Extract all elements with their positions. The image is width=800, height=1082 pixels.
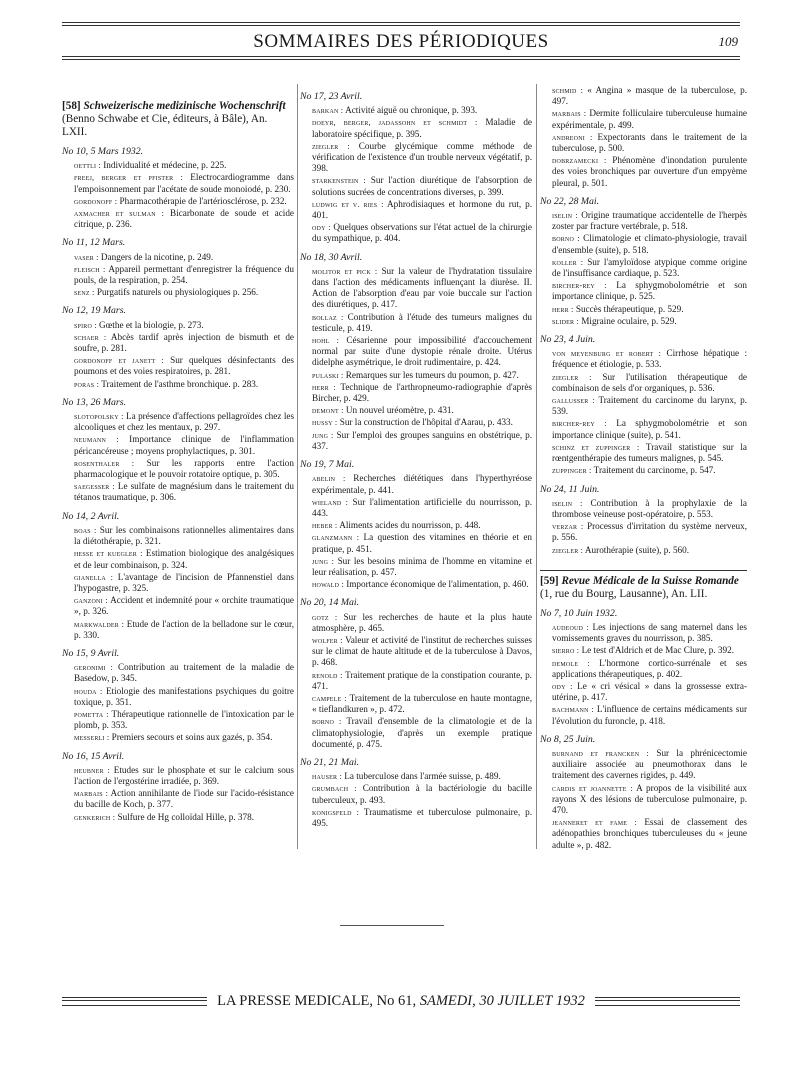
article-title: Importance économique de l'alimentation, p. 460. <box>346 579 529 590</box>
article-entry <box>540 465 747 476</box>
article-authors: jung : <box>312 556 335 566</box>
article-title: Sur l'action diurétique de l'absorption de solutions sucrées de concentrations diverses, p. 399. <box>312 175 533 197</box>
article-authors: pometta : <box>74 709 109 719</box>
article-title: « Angina » masque de la tuberculose, p. 497. <box>552 85 747 107</box>
article-entry <box>62 572 294 594</box>
article-authors: genkerich : <box>74 812 116 822</box>
article-authors: abelin : <box>312 474 346 484</box>
article-title: Individualité et médecine, p. 225. <box>103 160 227 171</box>
article-authors: doeyr, berger, jadassohn et schmidt : <box>312 118 478 128</box>
article-entry <box>62 525 294 547</box>
article-authors: jeanneret et fame : <box>552 818 637 828</box>
column-right <box>540 84 747 852</box>
issue-heading: No 22, 28 Mai. <box>540 195 600 207</box>
article-title: La sphygmobolométrie et son importance clinique, p. 525. <box>552 280 748 302</box>
article-authors: burnand et francken : <box>552 748 650 758</box>
end-rule <box>340 925 444 926</box>
footer-year: 1932 <box>555 992 585 1009</box>
article-entry <box>540 748 747 782</box>
article-entry <box>300 497 532 519</box>
issue-heading: No 7, 10 Juin 1932. <box>540 607 618 619</box>
article-title: Dangers de la nicotine, p. 249. <box>100 251 214 262</box>
article-authors: ziegler : <box>552 545 584 555</box>
article-title: Sur les combinaisons rationnelles alimentaires dans la diétothérapie, p. 321. <box>74 524 295 547</box>
issue-heading: No 14, 2 Avril. <box>62 510 120 522</box>
issue-heading: No 8, 25 Juin. <box>540 733 596 745</box>
article-title: Sur la phrénicectomie auxiliaire associée au pneumothorax dans le traitement des cavernes rigides, p. 449. <box>552 747 748 781</box>
article-entry <box>540 348 747 370</box>
article-entry <box>300 141 532 175</box>
article-authors: borno : <box>552 234 580 244</box>
article-authors: demole : <box>552 658 590 668</box>
article-entry <box>62 434 294 456</box>
article-entry <box>300 693 532 715</box>
article-entry <box>540 155 747 189</box>
article-title: Quelques observations sur l'état actuel de la chirurgie du sympathique, p. 404. <box>312 222 532 244</box>
article-authors: iselin : <box>552 498 583 508</box>
article-authors: herr : <box>312 382 336 392</box>
article-authors: gordonoff : <box>74 196 118 206</box>
article-entry <box>300 105 532 116</box>
section-heading <box>62 100 294 139</box>
article-title: Dermite folliculaire tuberculeuse humaine expérimentale, p. 499. <box>552 108 748 130</box>
article-entry <box>540 442 747 464</box>
article-title: Le test d'Aldrich et de Mac Clure, p. 392. <box>581 645 735 656</box>
header-rule-bottom <box>62 56 740 57</box>
article-title: Electrocardiogramme dans l'empoisonnement par l'acétate de soude monoiodé, p. 230. <box>74 172 294 194</box>
article-entry <box>62 732 294 743</box>
article-entry <box>62 619 294 641</box>
article-authors: koller : <box>552 257 584 267</box>
article-entry <box>540 85 747 107</box>
article-authors: geronimi : <box>74 663 114 673</box>
article-entry <box>300 370 532 381</box>
journal-publisher: (Benno Schwabe et Cie, éditeurs, à Bâle), An. LXII. <box>62 113 268 138</box>
article-authors: gordonoff et janett : <box>74 356 164 366</box>
article-entry <box>540 210 747 232</box>
article-authors: glanzmann : <box>312 533 360 543</box>
article-authors: borno : <box>312 717 342 727</box>
article-authors: boas : <box>74 525 97 535</box>
issue-heading: No 11, 12 Mars. <box>62 237 126 249</box>
article-title: Le sulfate de magnésium dans le traitement du tétanos traumatique, p. 306. <box>74 481 294 503</box>
article-entry <box>300 716 532 750</box>
article-authors: konigsfeld : <box>312 807 360 817</box>
article-authors: markwalder : <box>74 619 125 629</box>
footer <box>62 992 740 1010</box>
article-title: Travail statistique sur la rœntgenthérapie des tumeurs malignes, p. 545. <box>552 441 747 464</box>
article-entry <box>300 807 532 829</box>
issue-heading: No 20, 14 Mai. <box>300 597 360 609</box>
article-entry <box>300 405 532 416</box>
article-title: Phénomène d'inondation purulente des voies bronchiques par ouverture d'un empyème pleural, p. 501. <box>552 155 747 188</box>
article-title: Gœthe et la biologie, p. 273. <box>99 319 204 330</box>
article-title: Travail d'ensemble de la climatologie et de la climatophysiologie, d'après un exemple pratique documenté, p. 475. <box>312 716 532 749</box>
article-entry <box>62 788 294 810</box>
article-entry <box>62 379 294 390</box>
article-entry <box>62 160 294 171</box>
article-title: Un nouvel uréomètre, p. 431. <box>345 405 454 416</box>
article-authors: campele : <box>312 693 347 703</box>
article-entry <box>62 411 294 433</box>
article-title: Contribution à la prophylaxie de la thrombose veineuse post-opératoire, p. 553. <box>552 497 748 519</box>
article-title: Contribution à l'étude des tumeurs malignes du testicule, p. 419. <box>312 311 532 333</box>
article-title: Thérapeutique rationnelle de l'intoxication par le plomb, p. 353. <box>74 708 294 731</box>
article-authors: molitor et pick : <box>312 266 378 276</box>
article-authors: freej, berger et pfister : <box>74 173 183 183</box>
article-title: L'influence de certains médicaments sur l'évolution du furoncle, p. 418. <box>552 704 748 726</box>
issue-heading: No 12, 19 Mars. <box>62 305 126 317</box>
article-authors: ludwig et v. ries : <box>312 199 384 209</box>
article-title: Sur les rapports entre l'action pharmacologique et le pouvoir rotatoire optique, p. 305. <box>74 457 294 480</box>
article-title: Purgatifs naturels ou physiologiques p. 256. <box>96 287 259 298</box>
article-title: Activité aiguë ou chronique, p. 393. <box>345 105 478 116</box>
article-entry <box>300 771 532 782</box>
article-entry <box>540 316 747 327</box>
article-entry <box>300 312 532 334</box>
article-entry <box>540 783 747 817</box>
article-entry <box>300 222 532 244</box>
article-title: Le « cri vésical » dans la grossesse extra-utérine, p. 417. <box>552 680 748 703</box>
article-entry <box>300 430 532 452</box>
article-entry <box>300 783 532 805</box>
article-entry <box>300 175 532 197</box>
article-title: Aliments acides du nourrisson, p. 448. <box>339 520 481 531</box>
page-title: SOMMAIRES DES PÉRIODIQUES <box>253 31 549 52</box>
article-authors: saegesser : <box>74 482 115 492</box>
article-title: Bicarbonate de soude et acide citrique, p. 236. <box>74 208 294 230</box>
article-authors: demont : <box>312 406 344 416</box>
article-authors: zuppinger : <box>552 466 592 476</box>
article-title: Traitement de la tuberculose en haute montagne, « tieflandkuren », p. 472. <box>312 692 532 715</box>
article-entry <box>300 199 532 221</box>
article-authors: marbais : <box>74 789 109 799</box>
article-title: Maladie de laboratoire spécifique, p. 395. <box>312 117 532 139</box>
article-entry <box>62 595 294 617</box>
article-entry <box>540 817 747 851</box>
article-title: Expectorants dans le traitement de la tuberculose, p. 500. <box>552 131 747 154</box>
article-title: Sur l'amyloïdose atypique comme origine de l'insuffisance cardiaque, p. 523. <box>552 256 747 279</box>
article-title: Premiers secours et soins aux gazés, p. 354. <box>111 732 273 743</box>
article-entry <box>540 304 747 315</box>
article-authors: schinz et zuppinger : <box>552 442 640 452</box>
article-authors: herr : <box>552 304 574 314</box>
footer-journal: LA PRESSE MEDICALE, <box>217 992 374 1009</box>
article-authors: bircher-rey : <box>552 419 607 429</box>
article-authors: marbais : <box>552 109 587 119</box>
article-title: Traitement pratique de la constipation courante, p. 471. <box>312 669 532 691</box>
header-rule-top <box>62 22 740 23</box>
article-entry <box>540 681 747 703</box>
article-entry <box>62 709 294 731</box>
footer-day: SAMEDI, <box>419 992 476 1009</box>
issue-heading: No 10, 5 Mars 1932. <box>62 146 144 157</box>
article-entry <box>62 765 294 787</box>
journal-publisher: (1, rue du Bourg, Lausanne), An. LII. <box>540 587 708 600</box>
article-authors: bollaz : <box>312 312 344 322</box>
article-authors: schmid : <box>552 86 584 95</box>
article-entry <box>540 658 747 680</box>
article-title: A propos de la visibilité aux rayons X des lésions de tuberculose pulmonaire, p. 470. <box>552 782 747 815</box>
footer-date: 30 JUILLET <box>479 992 553 1009</box>
article-title: Origine traumatique accidentelle de l'herpès zoster par fracture vertébrale, p. 518. <box>552 210 748 232</box>
article-entry <box>62 458 294 480</box>
article-entry <box>62 172 294 194</box>
article-authors: gianella : <box>74 572 114 582</box>
issue-heading: No 24, 11 Juin. <box>540 483 600 495</box>
article-authors: verzar : <box>552 522 584 532</box>
article-entry <box>62 196 294 207</box>
article-entry <box>300 556 532 578</box>
issue-heading: No 23, 4 Juin. <box>540 334 596 346</box>
article-entry <box>62 481 294 503</box>
article-entry <box>300 335 532 369</box>
article-authors: ganzoni : <box>74 596 108 606</box>
article-title: Abcès tardif après injection de bismuth et de soufre, p. 281. <box>74 331 294 354</box>
article-title: Valeur et activité de l'institut de recherches suisses sur le climat de haute altitude et de la tuberculose à Davos, p. 468. <box>312 634 532 668</box>
article-authors: grumbach : <box>312 784 357 794</box>
article-title: Sur les besoins minima de l'homme en vitamine et leur réalisation, p. 457. <box>312 555 533 577</box>
article-entry <box>300 532 532 554</box>
article-authors: sierro : <box>552 646 580 656</box>
article-authors: ziegler : <box>312 141 350 151</box>
footer-rule-left <box>62 997 207 1006</box>
issue-heading: No 21, 21 Mai. <box>300 756 360 768</box>
article-entry <box>300 266 532 311</box>
article-authors: von meyenburg et robert : <box>552 349 662 359</box>
article-title: Processus d'irritation du système nerveux, p. 556. <box>552 521 748 543</box>
article-title: Cirrhose hépatique : fréquence et étiologie, p. 533. <box>552 348 747 370</box>
article-entry <box>540 418 747 440</box>
article-title: Contribution au traitement de la maladie de Basedow, p. 345. <box>74 662 294 684</box>
article-entry <box>540 498 747 520</box>
article-entry <box>62 287 294 298</box>
article-title: Appareil permettant d'enregistrer la fréquence du pouls, de la respiration, p. 254. <box>74 263 294 286</box>
journal-title: Schweizerische medizinische Wochenschrift <box>83 100 286 112</box>
article-authors: hauser : <box>312 772 342 782</box>
article-entry <box>300 670 532 692</box>
article-title: Sulfure de Hg colloïdal Hille, p. 378. <box>117 811 254 822</box>
article-entry <box>540 545 747 556</box>
article-entry <box>62 332 294 354</box>
article-title: Sur l'emploi des groupes sanguins en obstétrique, p. 437. <box>312 429 533 451</box>
article-title: Essai de classement des adénopathies bronchiques tuberculeuses du « jeune adulte », p. 482. <box>552 817 747 850</box>
article-entry <box>300 612 532 634</box>
article-title: Importance clinique de l'inflammation péricancéreuse ; moyens prophylactiques, p. 301. <box>74 434 294 456</box>
article-authors: fleisch : <box>74 264 106 274</box>
column-divider-1 <box>297 84 298 849</box>
article-entry <box>540 645 747 656</box>
article-title: Les injections de sang maternel dans les vomissements graves du nourrisson, p. 385. <box>552 621 747 644</box>
article-authors: cardis et joannette : <box>552 783 633 793</box>
article-authors: spiro : <box>74 320 97 330</box>
article-title: Sur l'alimentation artificielle du nourrisson, p. 443. <box>312 496 532 518</box>
article-title: Migraine oculaire, p. 529. <box>581 315 677 326</box>
article-entry <box>300 382 532 404</box>
section-number: [59] <box>540 574 559 587</box>
article-entry <box>540 372 747 394</box>
footer-rule-right <box>595 997 740 1006</box>
article-entry <box>540 257 747 279</box>
article-title: Succès thérapeutique, p. 529. <box>575 303 684 314</box>
header-rule-top-2 <box>62 25 740 26</box>
article-authors: barkan : <box>312 106 344 116</box>
article-title: Sur l'utilisation thérapeutique de combinaison de sels d'or organiques, p. 536. <box>552 371 748 393</box>
article-authors: poras : <box>74 379 100 389</box>
article-title: Pharmacothérapie de l'artériosclérose, p. 232. <box>119 195 287 206</box>
journal-title: Revue Médicale de la Suisse Romande <box>561 574 739 587</box>
article-title: La question des vitamines en théorie et en pratique, p. 451. <box>312 532 533 554</box>
article-title: L'hormone cortico-surrénale et ses applications thérapeutiques, p. 402. <box>552 657 747 679</box>
article-authors: schaer : <box>74 332 107 342</box>
article-authors: pulaski : <box>312 370 344 380</box>
article-authors: wolfer : <box>312 635 343 645</box>
article-entry <box>300 417 532 428</box>
article-entry <box>300 635 532 669</box>
article-entry <box>540 521 747 543</box>
article-authors: gallusser : <box>552 396 595 406</box>
article-entry <box>540 132 747 154</box>
column-divider-2 <box>536 84 537 849</box>
issue-heading: No 18, 30 Avril. <box>300 251 363 263</box>
article-authors: heber : <box>312 521 338 531</box>
article-title: La sphygmobolométrie et son importance clinique (suite), p. 541. <box>552 418 748 440</box>
article-title: Remarques sur les tumeurs du poumon, p. 427. <box>345 369 519 380</box>
article-title: Césarienne pour impossibilité d'accouchement normal par suite d'une dystopie rénale droite. Utérus didelphe asymétrique, le droit rudimentaire, p. 424. <box>312 335 533 368</box>
column-middle <box>300 84 532 830</box>
article-authors: iselin : <box>552 211 578 221</box>
article-title: Etiologie des manifestations psychiques du goitre toxique, p. 351. <box>74 685 294 707</box>
article-authors: audeoud : <box>552 622 589 632</box>
article-authors: oettli : <box>74 161 101 171</box>
footer-number: No 61, <box>376 992 417 1009</box>
article-entry <box>62 252 294 263</box>
article-authors: hohl : <box>312 336 340 346</box>
article-entry <box>62 208 294 230</box>
article-entry <box>300 579 532 590</box>
issue-heading: No 15, 9 Avril. <box>62 647 120 659</box>
article-entry <box>540 108 747 130</box>
article-entry <box>62 320 294 331</box>
article-authors: hesse et kuegler : <box>74 549 143 559</box>
article-title: Accident et indemnité pour « orchite traumatique », p. 326. <box>74 595 294 617</box>
article-title: Sur les recherches de haute et la plus haute atmosphère, p. 465. <box>312 611 532 633</box>
article-title: Traitement de l'asthme bronchique. p. 283. <box>101 378 259 389</box>
column-left <box>62 98 294 824</box>
section-separator <box>540 570 747 571</box>
article-title: Sur quelques désinfectants des poumons et des voies respiratoires, p. 281. <box>74 355 294 377</box>
article-authors: senz : <box>74 288 95 298</box>
article-entry <box>540 395 747 417</box>
article-title: Sur la construction de l'hôpital d'Aarau, p. 433. <box>339 417 513 428</box>
section-number: [58] <box>62 100 81 112</box>
issue-heading: No 13, 26 Mars. <box>62 396 126 408</box>
issue-heading: No 17, 23 Avril. <box>300 91 363 102</box>
article-title: Courbe glycémique comme méthode de vérification de l'existence d'un trouble nerveux végétatif, p. 398. <box>312 140 532 174</box>
article-title: Etudes sur le phosphate et sur le calcium sous l'action de l'ergostérine irradiée, p. 369. <box>74 764 294 786</box>
article-authors: hussy : <box>312 418 338 428</box>
article-authors: axmacher et sulman : <box>74 209 165 219</box>
article-entry <box>300 117 532 139</box>
issue-heading: No 19, 7 Mai. <box>300 459 355 471</box>
article-entry <box>62 264 294 286</box>
article-entry <box>300 520 532 531</box>
article-authors: bircher-rey : <box>552 281 607 291</box>
article-authors: ody : <box>312 223 331 233</box>
header-rule-bottom-2 <box>62 59 740 60</box>
article-title: Sur la valeur de l'hydratation tissulaire dans l'action des médicaments influençant la diurèse. II. Action de l'absorption d'eau par voie buccale sur l'action des diurétiques, p. 417. <box>312 265 533 310</box>
article-authors: bachmann : <box>552 705 594 715</box>
article-entry <box>62 548 294 570</box>
article-authors: howald : <box>312 580 344 590</box>
article-entry <box>62 662 294 684</box>
article-title: Aurothérapie (suite), p. 560. <box>584 544 690 555</box>
article-title: Traumatisme et tuberculose pulmonaire, p. 495. <box>312 806 532 828</box>
article-title: Estimation biologique des analgésiques et de leur combinaison, p. 324. <box>74 548 294 570</box>
article-entry <box>62 355 294 377</box>
article-title: Recherches diététiques dans l'hyperthyréose expérimentale, p. 441. <box>312 473 532 495</box>
article-authors: slotopolsky : <box>74 412 124 422</box>
article-authors: dobrzamecki : <box>552 156 607 166</box>
article-authors: vaser : <box>74 252 99 262</box>
article-authors: gotz : <box>312 612 338 622</box>
article-title: Contribution à la bactériologie du bacille tuberculeux, p. 493. <box>312 783 532 805</box>
article-authors: heubner : <box>74 765 110 775</box>
article-authors: starkenstein : <box>312 176 366 186</box>
article-title: Climatologie et climato-physiologie, travail d'ensemble (suite), p. 518. <box>552 233 748 255</box>
section-heading <box>540 575 747 601</box>
article-title: Traitement du carcinome, p. 547. <box>593 465 716 476</box>
article-title: Etude de l'action de la belladone sur le cœur, p. 330. <box>74 618 294 640</box>
article-authors: houda : <box>74 686 103 696</box>
page-number: 109 <box>718 34 738 49</box>
article-authors: slider : <box>552 316 579 326</box>
issue-heading: No 16, 15 Avril. <box>62 750 125 762</box>
article-authors: wieland : <box>312 497 349 507</box>
article-authors: ody : <box>552 681 573 691</box>
article-authors: neumann : <box>74 435 119 445</box>
article-entry <box>62 812 294 823</box>
article-entry <box>540 280 747 302</box>
article-title: Aphrodisiaques et hormone du rut, p. 401. <box>312 198 532 221</box>
article-authors: renold : <box>312 670 343 680</box>
article-title: La tuberculose dans l'armée suisse, p. 489. <box>344 771 501 782</box>
article-title: L'avantage de l'incision de Pfannenstiel dans l'hypogastre, p. 325. <box>74 571 294 593</box>
article-title: Traitement du carcinome du larynx, p. 539. <box>552 395 747 417</box>
article-authors: rosenthaler : <box>74 458 135 468</box>
article-authors: messerli : <box>74 733 110 743</box>
article-title: Technique de l'arthropneumo-radiographie d'après Bircher, p. 429. <box>312 381 532 404</box>
article-entry <box>300 473 532 495</box>
article-entry <box>62 686 294 708</box>
article-title: Action annihilante de l'iode sur l'acido-résistance du bacille de Koch, p. 377. <box>74 788 295 810</box>
article-entry <box>540 622 747 644</box>
article-entry <box>540 704 747 726</box>
footer-text <box>207 993 595 1010</box>
article-title: La présence d'affections pellagroïdes chez les alcooliques et chez les mentaux, p. 297. <box>74 411 295 433</box>
article-authors: jung : <box>312 430 334 440</box>
article-authors: ziegler : <box>552 372 592 382</box>
article-authors: andreoni : <box>552 132 593 142</box>
article-entry <box>540 233 747 255</box>
